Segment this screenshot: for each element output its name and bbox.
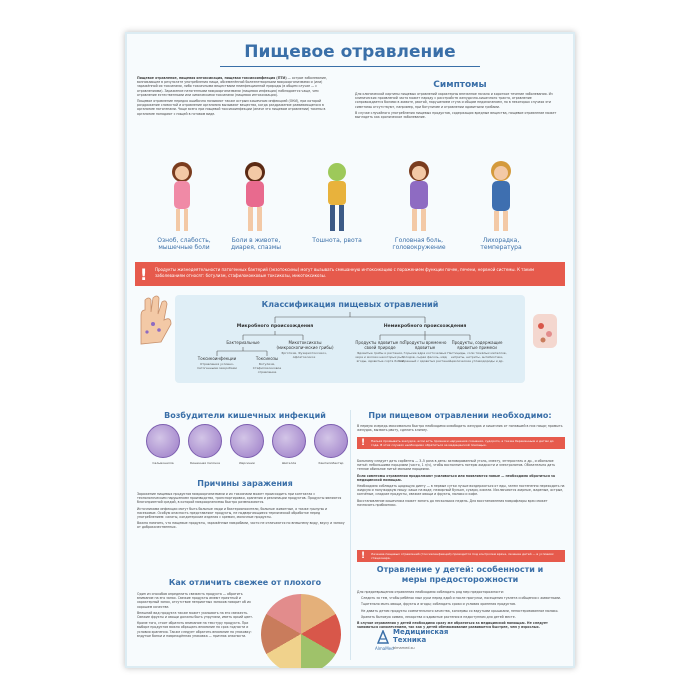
fresh-p3: Кроме того, стоит обратить внимание на текстуру продукта. При выборе продуктов важно обращать внимание на срок годности и условия хранения. Также следует обратить внимание на упаковку: вздутые банки и повреждённая упаковка — признак опасности. [137,621,252,638]
symptom-label-headache: Головная боль, головокружение [392,237,446,251]
class-bacterial: Бактериальные [226,340,260,345]
yersinia-icon [230,424,264,458]
causes-p1: Заражение пищевых продуктов микроорганизмами и их токсинами может происходить при контактах с технологическим нарушением производства, транспортировки, хранения и реализации продуктов. Продукты являются благоприятной средой, в которой микроорганизмы быстро размножаются. [137,492,342,505]
fresh-p1: Один из способов определить свежесть продукта — обратить внимание на его запах. Свежие продукты имеют приятный и характерный запах, отсутствие неприятных запахов говорит об их хорошем качестве. [137,592,251,609]
pathogens-heading: Возбудители кишечных инфекций [164,411,326,420]
logo-name [393,628,448,644]
nausea-boy-icon [328,163,346,231]
class-mycotoxicoses-leaf: Эрготизм, Фузариотоксикоз, Афлатоксикоз [281,351,327,359]
causes-p2: Источниками инфекции могут быть больные люди и бактерионосители, больные животные, а также грызуны и насекомые. Особую опасность представляют продукты, не подвергающиеся термической обработке перед употреблением: салаты, кондитерские изделия с кремом, молочные продукты. [137,506,328,520]
intro-p1: — острое заболевание, возникающее в результате употребления пищи, обсеменённой болезнетворными микроорганизмами и (или) заражённой их токсинами, либо токсичными веществами неинфекционной природы (в общем случае — с отравлениями). Заражение патогенными микроорганизмами (пищевая инфекция) наблюдается чаще, чем отравление естественными или химическими токсинами (пищевая интоксикация). [137,76,327,97]
warning-text: Продукты жизнедеятельности патогенных бактерий (экзотоксины) могут вызывать смешанную интоксикацию с поражением функции почек, печени, нервной системы. К таким заболеваниям относят: ботулизм, стафилококковые токсикозы, микотоксикозы. [155,267,534,278]
children-intro: Для предотвращения отравления необходимо соблюдать ряд мер предосторожности: [357,590,504,594]
necessary-p1: В первую очередь максимально быстро необходимо освободить желудок и кишечник от попавшей в них пищи; промыть желудок, вызвать рвоту, сделать клизму. [357,424,563,433]
chills-girl-icon [172,162,192,231]
fresh-heading: Как отличить свежее от плохого [168,578,322,587]
pathogen-label-campylobacter: Кампилобактер [318,461,344,465]
causes-text [137,492,345,532]
logo-url: almamed.su [393,646,415,650]
symptoms-p1: Для клинической картины пищевых отравлений характерны внезапное начало и короткое течение заболевания. Из клинических проявлений часто может наряду с расстройств желудочно-кишечного тракта, отравление сопровождается болями в животе, рвотой, нарушением стула и общим недомоганием, но в некоторых случаях эти симптомы отсутствуют, например, при ботулизме и отравлении ядовитыми грибами. [355,92,553,109]
class-microbial: Микробного происхождения [236,324,314,329]
necessary-note2 [357,550,565,562]
classification-panel [175,295,525,383]
intro-paragraph [137,76,337,97]
salmonella-icon [146,424,180,458]
symptoms-text [355,92,560,121]
logo-name-line1: Медицинская [393,628,449,636]
class-poisonous: Продукты ядовитые по своей природе [355,340,405,350]
class-toxicoinfections: Токсикоинфекции [197,356,237,361]
class-impurities: Продукты, содержащие ядовитые примеси [451,340,503,350]
pathogen-label-shigella: Шигелла [281,461,297,465]
class-toxicoinfections-leaf: Отравления условно-патогенными микробами [197,362,237,370]
necessary-p5: Восстановление кишечника может занять до нескольких недель. Для восстановления микрофлоры врач может назначить пробиотики. [357,498,548,507]
class-toxicoses-leaf: Ботулизм, Стафилококковое отравление [252,362,282,374]
fresh-p2: Внешний вид продукта также может указывать на его свежесть. Свежие фрукты и овощи должны быть упругими, иметь яркий цвет. [137,610,254,620]
column-divider [350,410,351,660]
poster [125,32,575,668]
fever-girl-icon [491,161,511,231]
symptom-label-abdominal: Боли в животе, диарея, спазмы [230,237,281,251]
symptom-label-nausea: Тошнота, рвота [312,237,362,244]
pathogen-label-yersinia: Иерсинии [239,461,255,465]
class-temporary-leaf: Горькие ядра косточковых плодов, сырая фасоль, мёд собранный с ядовитых растений [399,351,451,363]
note1-warning-icon: ! [361,438,366,448]
class-nonmicrobial: Немикробного происхождения [383,324,467,329]
pathogens-row [140,424,360,468]
symptoms-heading: Симптомы [433,80,487,90]
symptoms-p2: В случае случайного употребления пищевых продуктов, содержащих вредные вещества, пищевое отравление может выглядеть как хроническое заболевание. [355,110,557,120]
necessary-p3: Если симптомы отравления продолжают усиливаться или появляются новые — необходимо обратиться за медицинской помощью. [357,473,556,482]
class-toxicoses: Токсикозы [255,356,279,361]
causes-heading: Причины заражения [197,479,293,488]
children-item-1: Следить за тем, чтобы ребёнок мыл руки перед едой и после прогулки, посещения туалета и общения с животными. [361,596,561,601]
campylobacter-icon [314,424,348,458]
note2-text: Лечение пищевых отравлений (токсикоинфекций) проводится под контролем врача, лечение детей — в условиях стационара. [371,552,554,560]
note1-text: Нельзя промывать желудок, если есть признаки нарушения сознания, судороги, а также беременным и детям до года. В этих случаях необходимо обратиться за медицинской помощью. [371,439,554,447]
pathogen-label-salmonella: Сальмонелла [152,461,174,465]
classification-title: Классификация пищевых отравлений [261,300,439,309]
dirty-hand-icon [131,294,175,350]
note2-warning-icon: ! [361,551,366,561]
children-item-4: Хранить бытовую химию, лекарства и ядовитые растения в недоступном для детей месте. [361,614,516,619]
logo-name-line2: Техника [393,636,427,644]
class-impurities-leaf: Пестициды, соли тяжёлых металлов, нитраты, нитриты, антибиотики, циклические углеводороды и др. [447,351,507,363]
warning-icon: ! [140,265,148,284]
intro-text [137,76,337,118]
causes-p3: Важно помнить, что пищевые продукты, заражённые микробами, часто не отличаются по внешнему виду, вкусу и запаху от доброкачественных. [137,521,345,530]
food-platter-icon [261,594,341,668]
fresh-text [137,592,257,640]
symptom-label-chills: Озноб, слабость, мышечные боли [157,237,211,251]
e-coli-icon [188,424,222,458]
necessary-p4: Необходимо соблюдать щадящую диету — в первые сутки лучше воздержаться от еды, затем постепенно переходить на жидкую и полужидкую пищу: каши на воде, нежирный бульон, сухари, кисели. Исключаются жирные, жареные, острые, копчёные, сладкие продукты, свежие овощи и фрукты, молоко и кофе. [357,484,565,497]
logo-brand: AlmaMed [375,646,394,651]
children-item-3: Не давать детям продукты сомнительного качества, консервы со вздутыми крышками, непастеризованное молоко. [361,608,559,613]
intro-p2: Пищевое отравление нередко ошибочно называют также острым кишечным инфекцией (ОКИ), при которой раздражение слизистой и отравление организма вызывают вещества, когда раздражение развивающегося в организме патогенами. Чаще всего при пищевой токсикоинфекции (иначе это пищевом отравлении) токены в организме попадают с пищей в готовом виде. [137,99,326,116]
class-mycotoxicoses: Микотоксикозы (микроскопические грибы) [276,340,334,350]
necessary-heading: При пищевом отравлении необходимо: [368,411,552,420]
children-item-2: Тщательно мыть овощи, фрукты и ягоды; соблюдать сроки и условия хранения продуктов. [361,602,517,607]
children-text [357,590,565,631]
necessary-note1 [357,437,565,449]
bacteria-jar-icon [525,304,565,352]
necessary-p2: Больному следует дать сорбенты — 3–5 раза в день: активированный уголь, смекту, энтеросгель и др., и обильное питьё: небольшими порциями (часто, 1 л/ч), чтобы восполнить потерю жидкости и электролитов. Обязательно дать теплое обильное питьё малыми порциями. [357,459,556,472]
class-poisonous-leaf: Ядовитые грибы и растения, икра и молоки некоторых рыб, ягоды, ядовитые сорта бобов [355,351,405,363]
shigella-icon [272,424,306,458]
class-temporary: Продукты временно ядовитые [403,340,447,350]
stomach-ache-girl-icon [245,162,265,231]
intro-lead: Пищевое отравление, пищевая интоксикация, пищевая токсикоинфекция (ПТИ) [137,76,287,80]
symptom-figures [125,160,575,240]
symptom-label-fever: Лихорадка, температура [480,237,522,251]
headache-girl-icon [409,161,429,231]
title-underline [220,66,480,67]
almamed-logo-icon [377,630,389,644]
children-heading: Отравление у детей: особенности и меры предосторожности [376,565,544,584]
necessary-text [357,459,565,509]
warning-banner [135,262,565,286]
poster-title: Пищевое отравление [244,42,456,62]
pathogen-label-ecoli: Кишечная палочка [190,461,220,465]
children-note: В случае отравления у детей необходимо сразу же обратиться за медицинской помощью. Не следует заниматься самолечением, так как у детей обезвоживание развивается быстрее, чем у взрослых. [357,621,548,630]
